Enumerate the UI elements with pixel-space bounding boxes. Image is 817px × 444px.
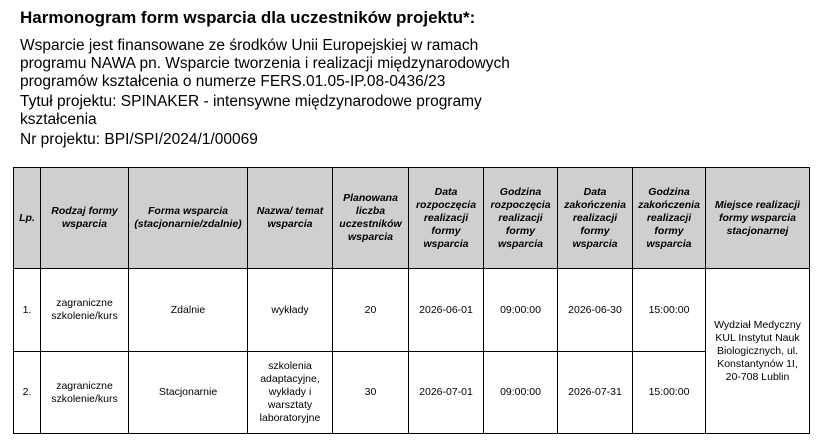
header-miejsce: Miejsce realizacji formy wsparcia stacjonarnej	[706, 168, 810, 269]
cell-forma: Zdalnie	[129, 269, 248, 352]
cell-godz-start: 09:00:00	[484, 269, 558, 352]
cell-miejsce: Wydział Medyczny KUL Instytut Nauk Biologicznych, ul. Konstantynów 1I, 20-708 Lublin	[706, 269, 810, 434]
cell-lp: 1.	[14, 269, 41, 352]
header-forma: Forma wsparcia (stacjonarnie/zdalnie)	[129, 168, 248, 269]
header-liczba: Planowana liczba uczestników wsparcia	[333, 168, 409, 269]
cell-nazwa: szkolenia adaptacyjne, wykłady i warsztaty laboratoryjne	[248, 352, 333, 434]
project-number: Nr projektu: BPI/SPI/2024/1/00069	[20, 131, 258, 148]
cell-godz-end: 15:00:00	[633, 269, 706, 352]
header-godz-start: Godzina rozpoczęcia realizacji formy wsparcia	[484, 168, 558, 269]
header-lp: Lp.	[14, 168, 41, 269]
funding-line-1: Wsparcie jest finansowane ze środków Unii Europejskiej w ramach	[20, 37, 479, 54]
cell-liczba: 30	[333, 352, 409, 434]
document	[20, 8, 812, 154]
cell-forma: Stacjonarnie	[129, 352, 248, 434]
funding-line-3: programów kształcenia o numerze FERS.01.05-IP.08-0436/23	[20, 73, 446, 90]
table-row	[14, 269, 810, 352]
cell-rodzaj: zagraniczne szkolenie/kurs	[41, 269, 129, 352]
funding-line-2: programu NAWA pn. Wsparcie tworzenia i realizacji międzynarodowych	[20, 55, 510, 72]
cell-nazwa: wykłady	[248, 269, 333, 352]
table-header-row	[14, 168, 810, 269]
project-title-line-2: kształcenia	[20, 111, 97, 128]
project-title-line-1: Tytuł projektu: SPINAKER - intensywne międzynarodowe programy	[20, 93, 482, 110]
cell-liczba: 20	[333, 269, 409, 352]
header-rodzaj: Rodzaj formy wsparcia	[41, 168, 129, 269]
document-title: Harmonogram form wsparcia dla uczestników projektu*:	[20, 8, 476, 27]
header-nazwa: Nazwa/ temat wsparcia	[248, 168, 333, 269]
header-data-end: Data zakończenia realizacji formy wsparcia	[558, 168, 633, 269]
header-godz-end: Godzina zakończenia realizacji formy wsparcia	[633, 168, 706, 269]
cell-data-start: 2026-07-01	[409, 352, 484, 434]
cell-data-end: 2026-06-30	[558, 269, 633, 352]
cell-data-end: 2026-07-31	[558, 352, 633, 434]
cell-godz-end: 15:00:00	[633, 352, 706, 434]
header-data-start: Data rozpoczęcia realizacji formy wsparcia	[409, 168, 484, 269]
cell-data-start: 2026-06-01	[409, 269, 484, 352]
table-row	[14, 352, 810, 434]
cell-rodzaj: zagraniczne szkolenie/kurs	[41, 352, 129, 434]
schedule-table	[13, 167, 810, 434]
cell-godz-start: 09:00:00	[484, 352, 558, 434]
cell-lp: 2.	[14, 352, 41, 434]
